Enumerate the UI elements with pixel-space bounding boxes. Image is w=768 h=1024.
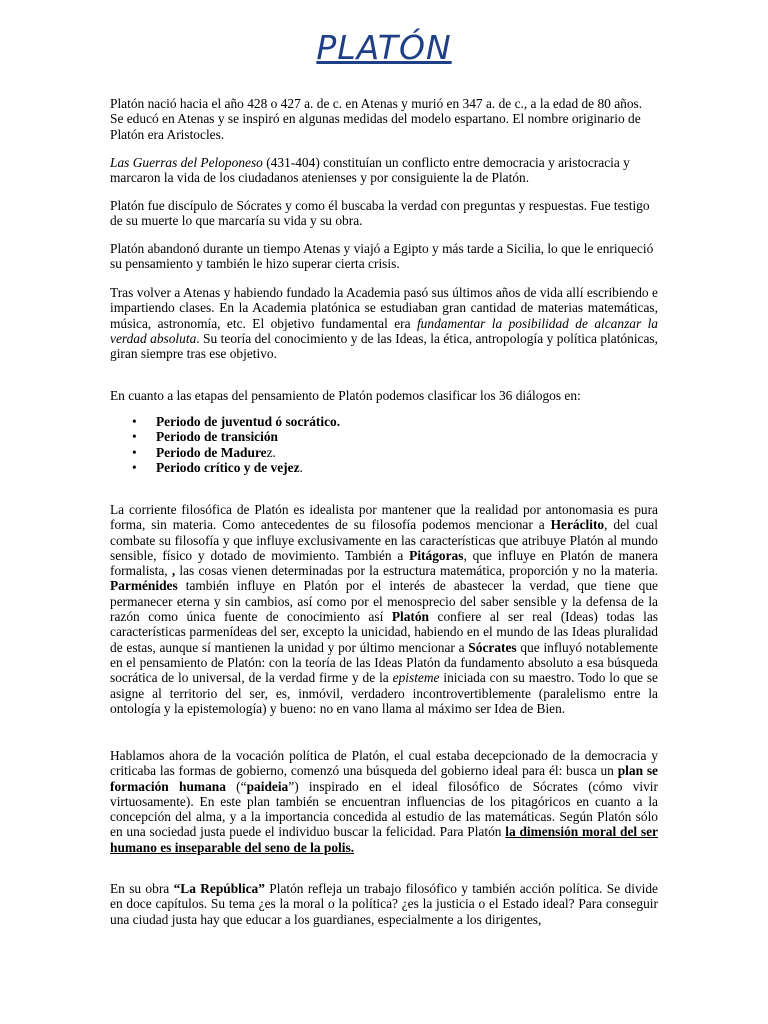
paragraph-dialogues-intro: En cuanto a las etapas del pensamiento de Platón podemos clasificar los 36 diálogos en: (110, 388, 581, 403)
bold-name: Heráclito (550, 517, 605, 533)
bold-comma: , (171, 563, 176, 579)
paragraph-text: , que influye en Platón de manera formalista, (110, 547, 658, 579)
paragraph-text: Platón refleja un trabajo filosófico y también acción política. Se divide en doce capítulos. Su tema ¿es la moral o la política? ¿es la justicia o el Estado ideal? Para conseguir una ciudad justa hay que educar a los guardianes, especialmente a los dirigentes, (110, 881, 658, 927)
paragraph-text: iniciada con su maestro. Todo lo que se asigne al territorio del ser, es, inmóvil, verdadero incontrovertiblemente (paralelismo entre la ontología y la epistemología) y bueno: no en vano llama al máximo ser Idea de Bien. (110, 670, 659, 716)
bold-name: Parménides (110, 578, 178, 594)
bold-name: Platón (391, 609, 430, 625)
periods-list (110, 414, 658, 475)
paragraph-text: las cosas vienen determinadas por la estructura matemática, proporción y no la materia. (175, 563, 658, 579)
paragraph-politics (110, 748, 658, 855)
period-label: Periodo de juventud ó socrático. (156, 414, 341, 429)
paragraph-text: Hablamos ahora de la vocación política de Platón, el cual estaba decepcionado de la democracia y criticaba las formas de gobierno, comenzó una búsqueda del gobierno ideal para él: busca un (110, 748, 658, 779)
list-item (110, 414, 658, 429)
book-title-italic: Las Guerras del Peloponeso (110, 155, 263, 170)
list-item (110, 429, 658, 444)
paragraph-socrates-disciple: Platón fue discípulo de Sócrates y como él buscaba la verdad con preguntas y respuestas. Fue testigo de su muerte lo que marcaría su vida y su obra. (110, 198, 650, 229)
paragraph-text: . Su teoría del conocimiento y de las Ideas, la ética, antropología y política platónicas, giran siempre tras ese objetivo. (110, 330, 658, 362)
paragraph-text: La corriente filosófica de Platón es idealista por mantener que la realidad por antonomasia es pura forma, sin materia. Como antecedentes de su filosofía podemos mencionar a (110, 502, 658, 533)
paragraph-text: confiere al ser real (Ideas) todas las características parmenídeas del ser, excepto la unicidad, habiendo en el mundo de las Ideas pluralidad de estas, aunque sí mantienen la unidad y por último mencionar a (110, 609, 658, 655)
list-item (110, 460, 658, 475)
paragraph-biography: Platón nació hacia el año 428 o 427 a. de c. en Atenas y murió en 347 a. de c., a la edad de 80 años. Se educó en Atenas y se inspiró en algunas medidas del modelo espartano. El nombre originario de Platón era Aristocles. (110, 96, 643, 142)
period-label: Periodo de Madure (156, 444, 267, 460)
period-label: Periodo crítico y de vejez (156, 459, 300, 475)
period-tail: . (299, 459, 303, 475)
paragraph-peloponnesian-war (110, 155, 658, 186)
paragraph-text: Tras volver a Atenas y habiendo fundado la Academia pasó sus últimos años de vida allí escribiendo e impartiendo clases. En la Academia platónica se estudiaban gran cantidad de materias matemáticas, música, astronomía, etc. El objetivo fundamental era (110, 285, 658, 331)
bold-phrase: plan se formación humana (110, 763, 658, 794)
list-item (110, 445, 658, 460)
bold-book-title: “La República” (173, 881, 265, 896)
paragraph-text: (431-404) constituían un conflicto entre democracia y aristocracia y marcaron la vida de los ciudadanos atenienses y por consiguiente la de Platón. (110, 155, 630, 186)
bold-name: Sócrates (468, 639, 517, 655)
italic-term: episteme (392, 670, 440, 686)
paragraph-text: En su obra (110, 881, 174, 896)
bold-name: Pitágoras (409, 547, 464, 563)
paragraph-travels: Platón abandonó durante un tiempo Atenas y viajó a Egipto y más tarde a Sicilia, lo que le enriqueció su pensamiento y también le hizo superar cierta crisis. (110, 241, 654, 272)
bold-term: paideia (246, 778, 289, 794)
italic-phrase: fundamentar la posibilidad de alcanzar la verdad absoluta (110, 315, 658, 346)
period-label: Periodo de transición (156, 429, 278, 445)
paragraph-republic (110, 881, 658, 927)
paragraph-text: , del cual combate su filosofía y que influye exclusivamente en las características que atribuye Platón al mundo sensible, físico y dotado de movimiento. También a (110, 517, 658, 563)
paragraph-text: ”) inspirado en el ideal filosófico de Sócrates (cómo vivir virtuosamente). En este plan también se encuentran influencias de los pitagóricos en cuanto a la concepción del alma, y a la importancia concedida al estudio de las matemáticas. Según Platón sólo en una sociedad justa puede el individuo buscar la felicidad. Para Platón (110, 778, 658, 840)
paragraph-text: también influye en Platón por el interés de abastecer la verdad, que tiene que permanecer eterna y sin cambios, así como por el menosprecio del saber sensible y la defensa de la razón como única fuente de conocimiento así (110, 578, 658, 625)
underlined-bold-phrase: la dimensión moral del ser humano es inseparable del seno de la polis. (110, 824, 658, 855)
paragraph-philosophy (110, 502, 658, 716)
paragraph-academy (110, 285, 658, 361)
paragraph-text: (“ (225, 778, 247, 794)
paragraph-text: que influyó notablemente en el pensamiento de Platón: con la teoría de las Ideas Platón da fundamento absoluto a esa búsqueda socrática de lo universal, de la verdad firme y de la (110, 639, 658, 686)
period-tail: z. (266, 444, 276, 460)
page-title: PLATÓN (316, 28, 452, 67)
